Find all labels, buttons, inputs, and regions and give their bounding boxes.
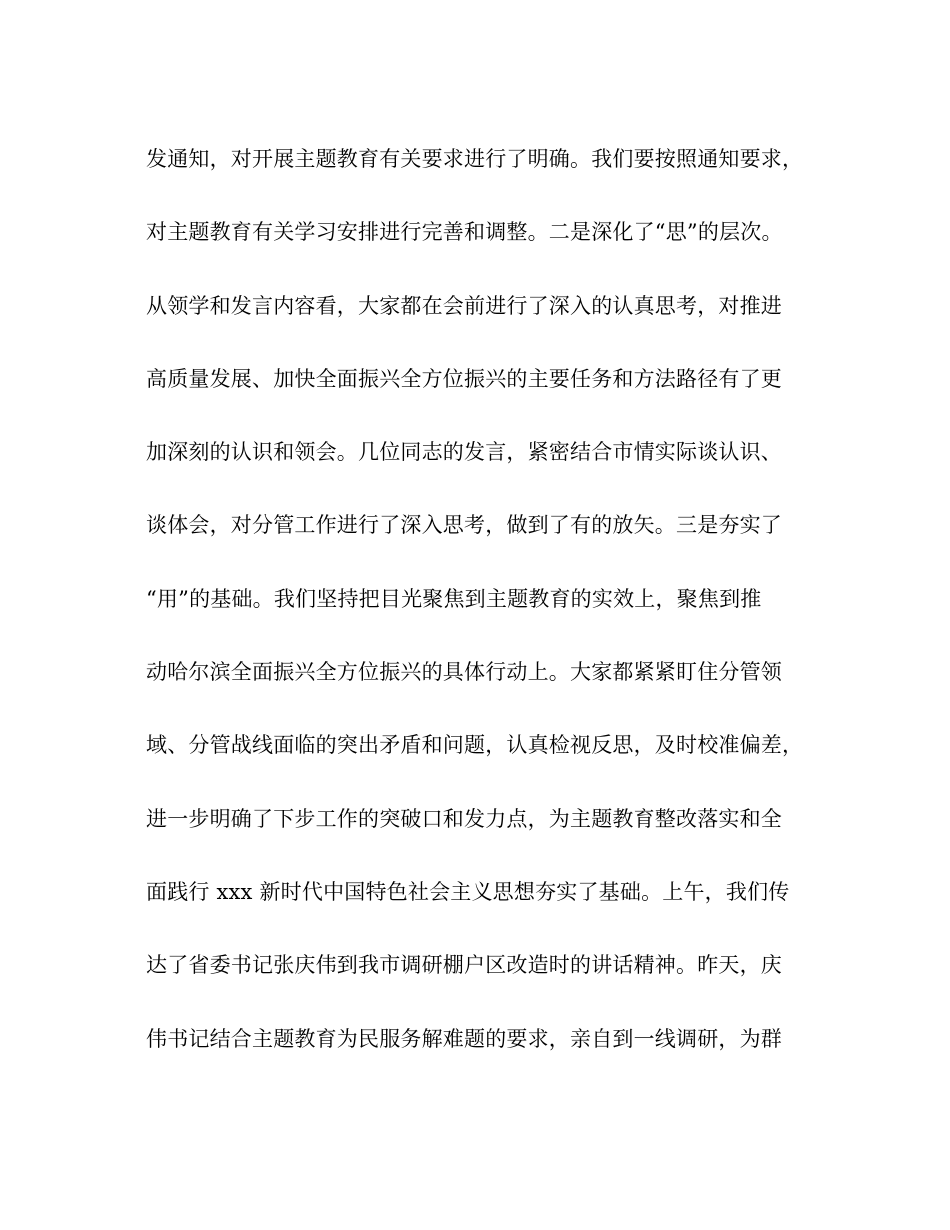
text-line-3: 从领学和发言内容看，大家都在会前进行了深入的认真思考，对推进 [146,293,782,318]
text-line-4: 高质量发展、加快全面振兴全方位振兴的主要任务和方法路径有了更 [146,366,782,391]
text-line-12: 达了省委书记张庆伟到我市调研棚户区改造时的讲话精神。昨天，庆 [146,953,782,978]
text-line-10: 进一步明确了下步工作的突破口和发力点，为主题教育整改落实和全 [146,806,782,831]
text-line-1: 发通知，对开展主题教育有关要求进行了明确。我们要按照通知要求， [146,147,804,171]
text-line-6: 谈体会，对分管工作进行了深入思考，做到了有的放矢。三是夯实了 [146,513,782,538]
text-line-5: 加深刻的认识和领会。几位同志的发言，紧密结合市情实际谈认识、 [146,440,782,465]
text-line-9: 域、分管战线面临的突出矛盾和问题，认真检视反思，及时校准偏差， [146,733,804,758]
text-line-7: “用”的基础。我们坚持把目光聚焦到主题教育的实效上，聚焦到推 [146,586,762,611]
text-line-2: 对主题教育有关学习安排进行完善和调整。二是深化了“思”的层次。 [146,220,783,245]
text-line-11: 面践行 xxx 新时代中国特色社会主义思想夯实了基础。上午，我们传 [146,879,790,904]
text-line-13: 伟书记结合主题教育为民服务解难题的要求，亲自到一线调研，为群 [146,1026,782,1051]
text-line-8: 动哈尔滨全面振兴全方位振兴的具体行动上。大家都紧紧盯住分管领 [146,660,782,685]
document-body [146,137,816,1090]
